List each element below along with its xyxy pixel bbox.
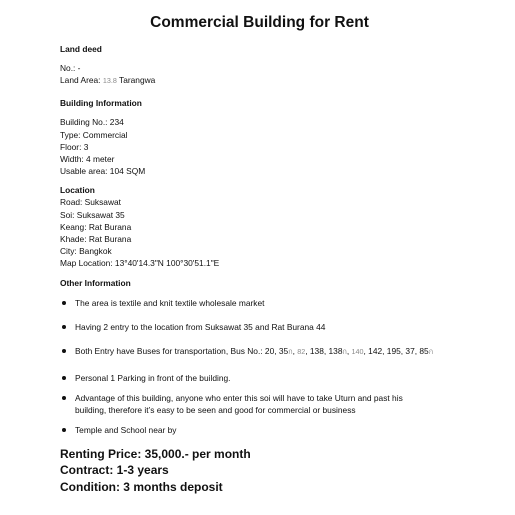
bus-number-140: 140: [351, 346, 364, 356]
building-width: Width: 4 meter: [60, 154, 115, 165]
bus-text-2: ,: [292, 345, 298, 356]
building-usable-area: Usable area: 104 SQM: [60, 166, 146, 177]
other-info-list: [60, 297, 459, 436]
list-item: [60, 424, 459, 436]
bus-text-4: ,: [346, 345, 352, 356]
bullet-text: Personal 1 Parking in front of the building.: [75, 372, 231, 383]
bullet-text: Temple and School near by: [75, 424, 177, 435]
bus-glyph-2: ก: [342, 346, 347, 356]
bus-glyph-3: ก: [428, 346, 434, 356]
location-city: City: Bangkok: [60, 246, 112, 257]
location-map: Map Location: 13°40'14.3"N 100°30'51.1"E: [60, 258, 220, 269]
page-title: Commercial Building for Rent: [150, 14, 369, 31]
location-section: [60, 184, 459, 269]
building-no: Building No.: 234: [60, 117, 124, 128]
land-deed-no: No.: -: [60, 63, 81, 73]
contract-terms: Contract: 1-3 years: [60, 463, 169, 478]
land-deed-section: [60, 43, 459, 87]
other-info-heading: Other Information: [60, 277, 131, 288]
bus-text-5: , 142, 195, 37, 85: [363, 345, 429, 356]
other-info-section: [60, 277, 459, 436]
bus-text-3: , 138, 138: [305, 345, 343, 356]
location-heading: Location: [60, 185, 95, 196]
renting-price: Renting Price: 35,000.- per month: [60, 446, 251, 461]
list-item: [60, 345, 459, 358]
list-item: [60, 392, 459, 416]
bullet-text: Having 2 entry to the location from Suksawat 35 and Rat Burana 44: [75, 321, 326, 332]
building-floor: Floor: 3: [60, 141, 89, 152]
land-area-value: 13.8: [102, 76, 117, 86]
summary-section: [60, 446, 459, 496]
location-soi: Soi: Suksawat 35: [60, 209, 125, 220]
list-item: [60, 297, 459, 309]
location-keang: Keang: Rat Burana: [60, 221, 132, 232]
deposit-condition: Condition: 3 months deposit: [60, 479, 223, 494]
land-area-label: Land Area:: [60, 75, 103, 86]
location-road: Road: Suksawat: [60, 197, 121, 208]
bus-glyph-1: ก: [288, 346, 293, 356]
bus-text-1: Both Entry have Buses for transportation, Bus No.: 20, 35: [75, 345, 289, 356]
bullet-text-line-2: building, therefore it’s easy to be seen and good for commercial or business: [75, 404, 356, 415]
list-item: [60, 372, 459, 384]
land-area-unit: Tarangwa: [116, 75, 156, 86]
building-info-section: [60, 97, 459, 177]
bus-number-82: 82: [297, 346, 306, 356]
land-area: [60, 74, 459, 87]
building-type: Type: Commercial: [60, 129, 128, 140]
location-khade: Khade: Rat Burana: [60, 234, 132, 245]
land-deed-heading: Land deed: [60, 44, 102, 54]
bullet-text: The area is textile and knit textile wholesale market: [75, 297, 265, 308]
building-info-heading: Building Information: [60, 98, 142, 109]
list-item: [60, 321, 459, 333]
bullet-text-line-1: Advantage of this building, anyone who enter this soi will have to take Uturn and past his: [75, 392, 403, 403]
